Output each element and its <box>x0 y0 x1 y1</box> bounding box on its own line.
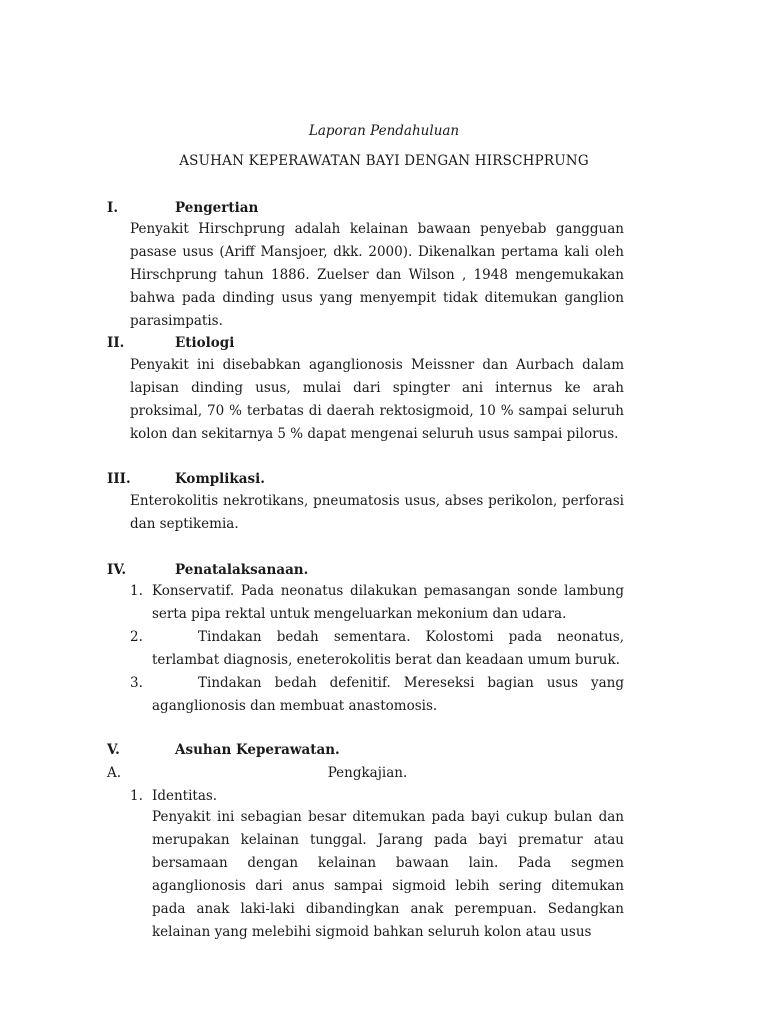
list-item-number: 1. <box>130 583 143 599</box>
list-item <box>130 580 624 626</box>
document-title: Laporan Pendahuluan <box>308 123 460 139</box>
section-heading: Etiologi <box>175 335 235 351</box>
list-item <box>130 626 624 672</box>
subsection-label: A. <box>107 765 122 781</box>
section-number: II. <box>107 335 125 351</box>
section-number: V. <box>107 742 120 758</box>
ident-number: 1. <box>130 788 143 804</box>
section-body: Enterokolitis nekrotikans, pneumatosis usus, abses perikolon, perforasi dan septikemia. <box>130 493 624 532</box>
list-item-text: Tindakan bedah defenitif. Mereseksi bagian usus yang aganglionosis dan membuat anastomosis. <box>152 675 624 714</box>
list-item-number: 2. <box>130 629 143 645</box>
section-body: Penyakit ini disebabkan aganglionosis Meissner dan Aurbach dalam lapisan dinding usus, mulai dari spingter ani internus ke arah proksimal, 70 % terbatas di daerah rektosigmoid, 10 % sampai seluruh kolon dan sekitarnya 5 % dapat mengenai seluruh usus sampai pilorus. <box>130 357 624 442</box>
section-heading: Pengertian <box>175 200 259 216</box>
section-number: IV. <box>107 562 127 578</box>
section-body: Penyakit Hirschprung adalah kelainan bawaan penyebab gangguan pasase usus (Ariff Mansjoer, dkk. 2000). Dikenalkan pertama kali oleh Hirschprung tahun 1886. Zuelser dan Wilson , 1948 mengemukakan bahwa pada dinding usus yang menyempit tidak ditemukan ganglion parasimpatis. <box>130 221 624 329</box>
list-item-text: Tindakan bedah sementara. Kolostomi pada neonatus, terlambat diagnosis, eneterokolitis berat dan keadaan umum buruk. <box>152 629 624 668</box>
ident-label: Identitas. <box>152 788 218 804</box>
section-number: I. <box>107 200 119 216</box>
list-item-number: 3. <box>130 675 143 691</box>
list-item <box>130 672 624 718</box>
document-subtitle: ASUHAN KEPERAWATAN BAYI DENGAN HIRSCHPRUNG <box>179 153 589 169</box>
subsection-title: Pengkajian. <box>327 765 408 781</box>
ident-body: Penyakit ini sebagian besar ditemukan pada bayi cukup bulan dan merupakan kelainan tunggal. Jarang pada bayi prematur atau bersamaan dengan kelainan bawaan lain. Pada segmen aganglionosis dari anus sampai sigmoid lebih sering ditemukan pada anak laki-laki dibandingkan anak perempuan. Sedangkan kelainan yang melebihi sigmoid bahkan seluruh kolon atau usus <box>152 809 624 940</box>
section-heading: Asuhan Keperawatan. <box>175 742 340 758</box>
list-item-text: Konservatif. Pada neonatus dilakukan pemasangan sonde lambung serta pipa rektal untuk mengeluarkan mekonium dan udara. <box>152 583 624 622</box>
section-number: III. <box>107 471 131 487</box>
section-heading: Komplikasi. <box>175 471 265 487</box>
section-heading: Penatalaksanaan. <box>175 562 309 578</box>
